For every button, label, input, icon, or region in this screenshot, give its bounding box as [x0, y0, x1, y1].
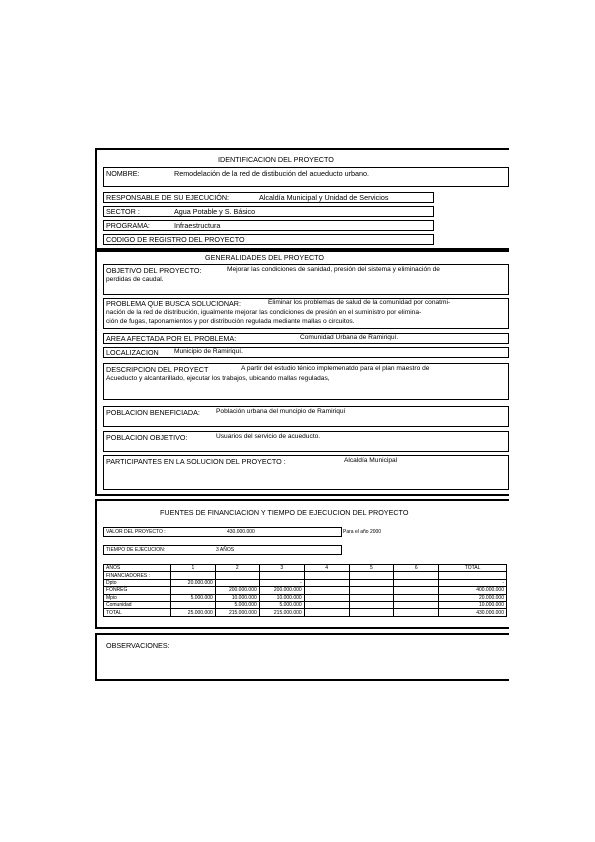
header-cell: 4: [304, 565, 349, 572]
table-cell: 20.000.000: [170, 579, 215, 586]
problema-line2: nación de la red de distribución, igualmente mejorar las condiciones de presión en el suministro por elimina-: [106, 309, 422, 316]
table-cell: Mpio: [104, 594, 171, 601]
table-cell: [170, 587, 215, 594]
table-cell: 5.000.000: [259, 601, 304, 608]
beneficiada-label: POBLACION BENEFICIADA:: [106, 408, 200, 417]
tiempo-label: TIEMPO DE EJECUCION:: [106, 547, 166, 553]
table-cell: [170, 601, 215, 608]
programa-label: PROGRAMA:: [106, 221, 150, 230]
localizacion-value: Municipio de Ramiriquí.: [174, 348, 243, 355]
descripcion-line1: A partir del estudio ténico implemenatdo para el plan maestro de: [241, 365, 430, 372]
table-cell: 10.000.000: [215, 594, 259, 601]
table-header-row: [104, 565, 507, 572]
table-cell: Comunidad: [104, 601, 171, 608]
header-cell: TOTAL: [439, 565, 507, 572]
table-cell: [349, 609, 394, 616]
table-cell: [349, 579, 394, 586]
table-cell: [394, 601, 439, 608]
identificacion-title: IDENTIFICACION DEL PROYECTO: [218, 155, 334, 164]
table-cell: [304, 587, 349, 594]
table-cell: 400.000.000: [439, 587, 507, 594]
header-cell: 6: [394, 565, 439, 572]
area-value: Comunidad Urbana de Ramiriquí.: [300, 334, 399, 341]
table-total-row: [104, 609, 507, 616]
table-cell: TOTAL: [104, 609, 171, 616]
sector-box: [103, 206, 434, 217]
responsable-label: RESPONSABLE DE SU EJECUCIÓN:: [106, 193, 230, 202]
table-cell: 10.000.000: [259, 594, 304, 601]
descripcion-line2: Acueducto y alcantarillado, ejecutar los trabajos, ubicando mallas reguladas,: [106, 375, 330, 382]
objetivo-label: OBJETIVO DEL PROYECTO:: [106, 266, 202, 275]
header-cell: 5: [349, 565, 394, 572]
table-row: [104, 572, 507, 579]
table-row: [104, 579, 507, 586]
table-cell: [304, 609, 349, 616]
table-cell: 200.000.000: [259, 587, 304, 594]
table-cell: [394, 579, 439, 586]
table-row: [104, 587, 507, 594]
generalidades-title: GENERALIDADES DEL PROYECTO: [205, 253, 325, 262]
table-cell: Dpto: [104, 579, 171, 586]
table-cell: 215.000.000: [215, 609, 259, 616]
nombre-value: Remodelación de la red de distibución del acueducto urbano.: [174, 169, 369, 178]
table-cell: [304, 594, 349, 601]
financiacion-title: FUENTES DE FINANCIACION Y TIEMPO DE EJECUCION DEL PROYECTO: [160, 508, 409, 517]
sector-value: Agua Potable y S. Básico: [174, 207, 256, 216]
financiadores-label: FINANCIADORES :: [104, 572, 171, 579]
valor-value: 430.000.000: [227, 529, 255, 535]
table-cell: 10.000.000: [439, 601, 507, 608]
table-cell: 5.000.000: [170, 594, 215, 601]
programa-value: Infraestructura: [174, 221, 221, 230]
header-cell: AÑOS: [104, 565, 171, 572]
table-cell: FONREG: [104, 587, 171, 594]
table-row: [104, 594, 507, 601]
table-cell: 5.000.000: [215, 601, 259, 608]
problema-line3: ción de fugas, taponamientos y por distribución regulada mediante mallas o circuitos.: [106, 318, 355, 325]
problema-label: PROBLEMA QUE BUSCA SOLUCIONAR:: [106, 299, 241, 308]
problema-line1: Eliminar los problemas de salud de la comunidad por conatmi-: [268, 299, 451, 306]
observaciones-label: OBSERVACIONES:: [106, 641, 170, 650]
localizacion-box: [103, 347, 509, 358]
header-cell: 3: [259, 565, 304, 572]
table-cell: 20.000.000: [439, 594, 507, 601]
participantes-label: PARTICIPANTES EN LA SOLUCION DEL PROYECTO :: [106, 457, 286, 466]
sector-label: SECTOR :: [106, 207, 140, 216]
table-row: [104, 601, 507, 608]
participantes-value: Alcaldía Municipal: [344, 457, 398, 464]
table-cell: [349, 594, 394, 601]
table-cell: [304, 579, 349, 586]
table-cell: [215, 579, 259, 586]
table-cell: 430.000.000: [439, 609, 507, 616]
descripcion-label: DESCRIPCION DEL PROYECT: [106, 365, 209, 374]
poblacion-objetivo-label: POBLACION OBJETIVO:: [106, 433, 188, 442]
localizacion-label: LOCALIZACION: [106, 348, 159, 357]
table-cell: [304, 601, 349, 608]
nombre-label: NOMBRE:: [106, 169, 140, 178]
table-cell: [394, 594, 439, 601]
valor-label: VALOR DEL PROYECTO :: [106, 529, 166, 535]
programa-box: [103, 220, 434, 231]
beneficiada-value: Población urbana del muncipio de Ramiriquí: [216, 408, 346, 415]
header-cell: 1: [170, 565, 215, 572]
table-cell: [394, 587, 439, 594]
table-cell: [349, 587, 394, 594]
table-cell: 215.000.000: [259, 609, 304, 616]
area-label: AREA AFECTADA POR EL PROBLEMA:: [106, 334, 237, 343]
financiacion-table: [103, 564, 507, 617]
table-cell: 200.000.000: [215, 587, 259, 594]
table-cell: -: [259, 579, 304, 586]
objetivo-line2: perdidas de caudal.: [106, 276, 164, 283]
objetivo-line1: Mejorar las condiciones de sanidad, presión del sistema y eliminación de: [227, 266, 440, 273]
table-cell: [394, 609, 439, 616]
header-cell: 2: [215, 565, 259, 572]
table-cell: [349, 601, 394, 608]
tiempo-value: 3 AÑOS: [216, 547, 235, 553]
table-cell: 25.000.000: [170, 609, 215, 616]
responsable-value: Alcaldía Municipal y Unidad de Servicios: [259, 193, 389, 202]
codigo-label: CODIGO DE REGISTRO DEL PROYECTO: [106, 235, 245, 244]
poblacion-objetivo-value: Usuarios del servicio de acueducto.: [216, 433, 321, 440]
para-ano-label: Para el año 2000: [343, 529, 382, 535]
table-cell: -: [439, 579, 507, 586]
